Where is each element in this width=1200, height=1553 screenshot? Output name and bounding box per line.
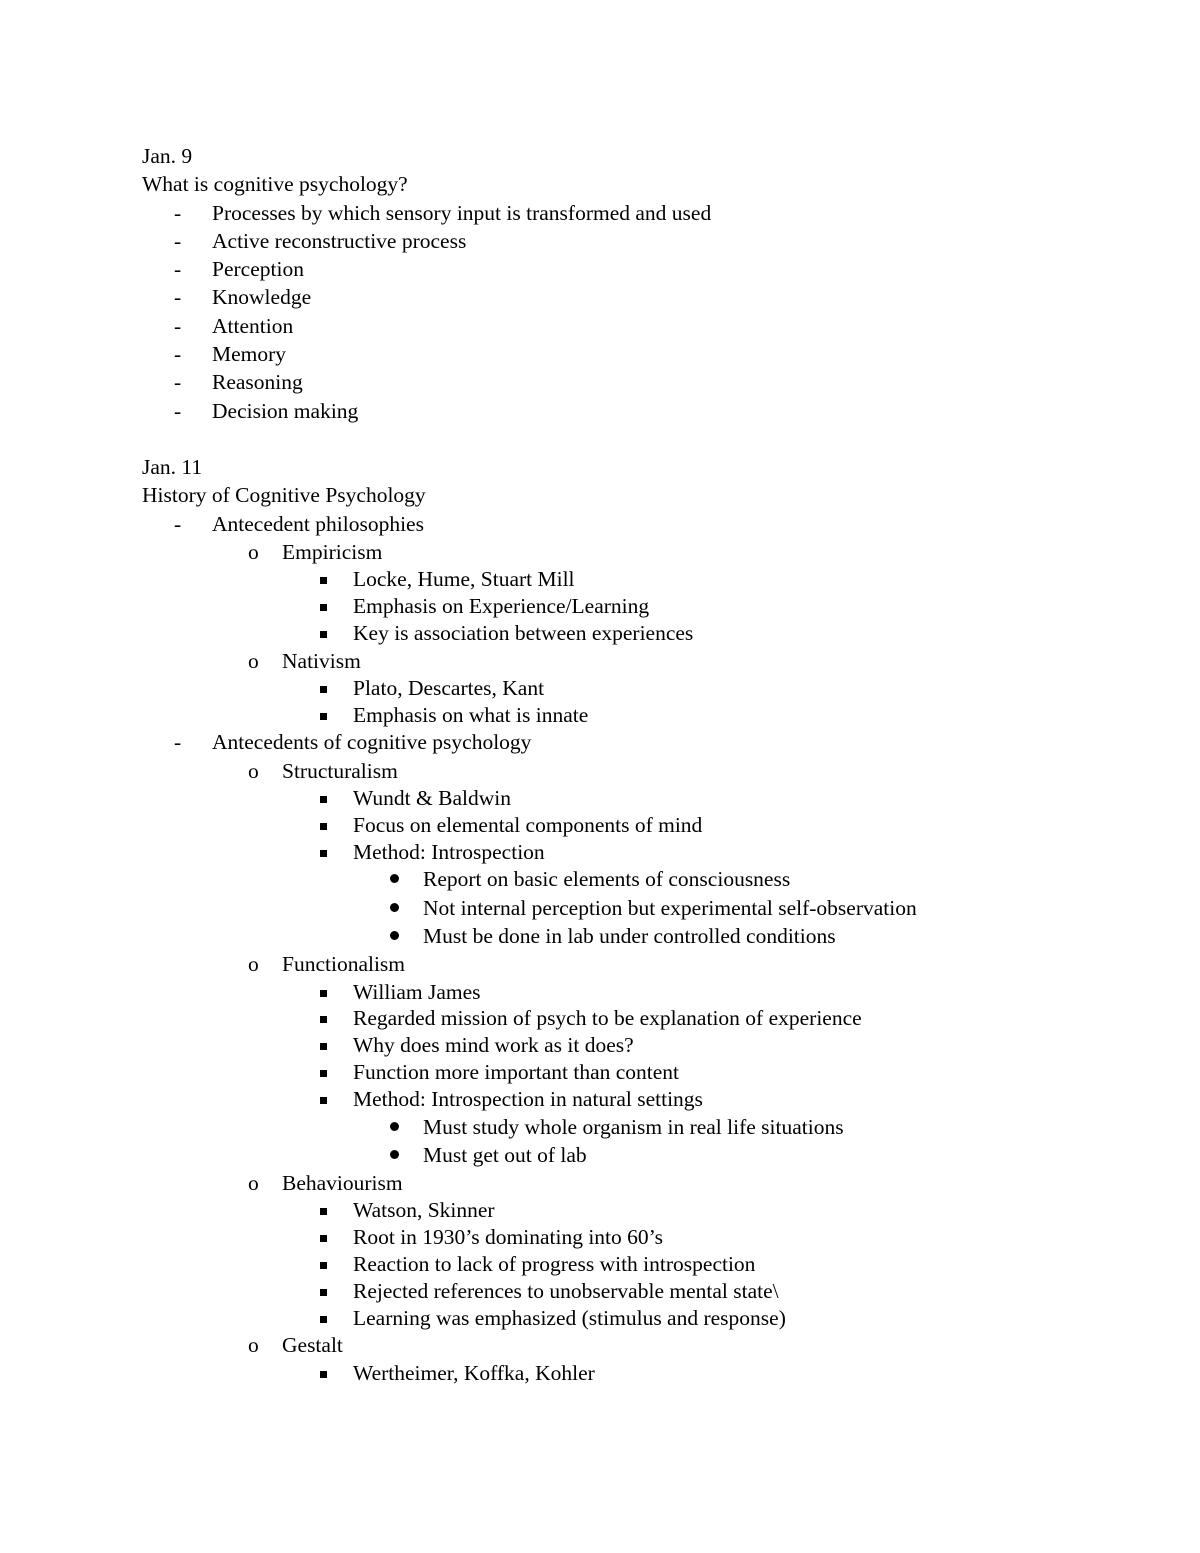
line-text: Locke, Hume, Stuart Mill	[353, 567, 575, 592]
outline-item	[142, 199, 1142, 227]
outline-item	[142, 1197, 1142, 1224]
dash-bullet-marker: -	[174, 228, 182, 253]
line-text: Structuralism	[282, 758, 398, 783]
outline-item	[142, 510, 1142, 538]
line-text: Active reconstructive process	[212, 228, 467, 253]
line-text: Nativism	[282, 648, 361, 673]
outline-item	[142, 812, 1142, 839]
line-text: History of Cognitive Psychology	[142, 483, 426, 508]
line-text: Emphasis on what is innate	[353, 702, 589, 727]
dash-bullet-marker: -	[174, 370, 182, 395]
circle-bullet-marker: o	[248, 648, 259, 673]
outline-item	[142, 1331, 1142, 1359]
dash-bullet-marker: -	[174, 200, 182, 225]
outline-item	[142, 1360, 1142, 1387]
dash-bullet-marker: -	[174, 398, 182, 423]
square-bullet-icon	[320, 1316, 327, 1323]
line-text: Jan. 11	[142, 454, 203, 479]
dash-bullet-marker: -	[174, 257, 182, 282]
square-bullet-icon	[320, 823, 327, 830]
square-bullet-icon	[320, 1043, 327, 1050]
square-bullet-icon	[320, 1289, 327, 1296]
line-text: Report on basic elements of consciousness	[423, 867, 791, 892]
outline-item	[142, 283, 1142, 311]
dash-bullet-marker: -	[174, 342, 182, 367]
line-text: Functionalism	[282, 952, 406, 977]
line-text: What is cognitive psychology?	[142, 172, 408, 197]
outline-item	[142, 1032, 1142, 1059]
circle-bullet-marker: o	[248, 1171, 259, 1196]
line-text: Behaviourism	[282, 1171, 403, 1196]
square-bullet-icon	[320, 1016, 327, 1023]
outline-item	[142, 1059, 1142, 1086]
outline-item	[142, 255, 1142, 283]
line-text: Focus on elemental components of mind	[353, 812, 703, 837]
outline-item	[142, 593, 1142, 620]
outline-item	[142, 1005, 1142, 1032]
square-bullet-icon	[320, 604, 327, 611]
outline-item	[142, 865, 1142, 893]
line-text: Antecedent philosophies	[212, 511, 424, 536]
round-bullet-icon	[390, 903, 399, 912]
line-text: Watson, Skinner	[353, 1198, 495, 1223]
line-text: Must be done in lab under controlled conditions	[423, 924, 836, 949]
square-bullet-icon	[320, 686, 327, 693]
line-text: Function more important than content	[353, 1060, 680, 1084]
square-bullet-icon	[320, 1235, 327, 1242]
outline-item	[142, 785, 1142, 812]
line-text: Empiricism	[282, 539, 383, 564]
line-text: Attention	[212, 313, 294, 338]
outline-item	[142, 922, 1142, 950]
line-text: Decision making	[212, 398, 359, 423]
heading-line	[142, 481, 1142, 509]
heading-line	[142, 170, 1142, 198]
outline-item	[142, 620, 1142, 647]
dash-bullet-marker: -	[174, 511, 182, 536]
round-bullet-icon	[390, 931, 399, 940]
circle-bullet-marker: o	[248, 1333, 259, 1358]
outline-item	[142, 979, 1142, 1006]
outline-item	[142, 894, 1142, 922]
line-text: Why does mind work as it does?	[353, 1033, 634, 1058]
line-text: Must get out of lab	[423, 1142, 587, 1167]
line-text: Wundt & Baldwin	[353, 786, 511, 811]
square-bullet-icon	[320, 1262, 327, 1269]
line-text: Plato, Descartes, Kant	[353, 675, 545, 700]
square-bullet-icon	[320, 1097, 327, 1104]
line-text: Jan. 9	[142, 144, 193, 168]
outline-item	[142, 728, 1142, 756]
outline-item	[142, 757, 1142, 785]
outline-item	[142, 839, 1142, 866]
round-bullet-icon	[390, 874, 399, 883]
line-text: Processes by which sensory input is transformed and used	[212, 200, 712, 225]
outline-item	[142, 227, 1142, 255]
outline-item	[142, 647, 1142, 675]
outline-item	[142, 1169, 1142, 1197]
line-text: William James	[353, 979, 481, 1004]
circle-bullet-marker: o	[248, 952, 259, 977]
heading-line	[142, 142, 1142, 170]
line-text: Not internal perception but experimental self-observation	[423, 895, 917, 920]
line-text: Regarded mission of psych to be explanation of experience	[353, 1006, 862, 1031]
line-text: Emphasis on Experience/Learning	[353, 593, 650, 618]
outline-item	[142, 1141, 1142, 1169]
square-bullet-icon	[320, 1070, 327, 1077]
outline-item	[142, 1086, 1142, 1113]
outline-item	[142, 312, 1142, 340]
line-text: Must study whole organism in real life situations	[423, 1114, 844, 1139]
square-bullet-icon	[320, 990, 327, 997]
outline-item	[142, 1251, 1142, 1278]
line-text: Perception	[212, 257, 304, 282]
outline-item	[142, 1113, 1142, 1141]
outline-item	[142, 368, 1142, 396]
line-text: Gestalt	[282, 1333, 343, 1358]
dash-bullet-marker: -	[174, 285, 182, 310]
dash-bullet-marker: -	[174, 730, 182, 755]
square-bullet-icon	[320, 713, 327, 720]
line-text: Rejected references to unobservable mental state\	[353, 1278, 779, 1303]
line-text: Memory	[212, 342, 287, 367]
circle-bullet-marker: o	[248, 758, 259, 783]
round-bullet-icon	[390, 1122, 399, 1131]
outline-item	[142, 1305, 1142, 1332]
notes-document	[142, 142, 1142, 1387]
outline-item	[142, 675, 1142, 702]
heading-line	[142, 453, 1142, 481]
round-bullet-icon	[390, 1150, 399, 1159]
line-text: Wertheimer, Koffka, Kohler	[353, 1360, 595, 1385]
square-bullet-icon	[320, 850, 327, 857]
line-text: Key is association between experiences	[353, 620, 694, 645]
outline-item	[142, 1278, 1142, 1305]
line-text: Method: Introspection in natural settings	[353, 1086, 703, 1111]
square-bullet-icon	[320, 1208, 327, 1215]
line-text: Method: Introspection	[353, 839, 545, 864]
line-text: Learning was emphasized (stimulus and response)	[353, 1305, 786, 1330]
outline-item	[142, 1224, 1142, 1251]
outline-item	[142, 702, 1142, 729]
line-text: Reasoning	[212, 370, 303, 395]
line-text: Knowledge	[212, 285, 312, 310]
outline-item	[142, 397, 1142, 425]
outline-item	[142, 538, 1142, 566]
outline-item	[142, 950, 1142, 978]
outline-item	[142, 340, 1142, 368]
square-bullet-icon	[320, 1371, 327, 1378]
blank-line	[142, 425, 1142, 453]
circle-bullet-marker: o	[248, 539, 259, 564]
line-text: Antecedents of cognitive psychology	[212, 730, 532, 755]
square-bullet-icon	[320, 631, 327, 638]
square-bullet-icon	[320, 577, 327, 584]
line-text: Root in 1930’s dominating into 60’s	[353, 1225, 663, 1250]
dash-bullet-marker: -	[174, 313, 182, 338]
square-bullet-icon	[320, 796, 327, 803]
outline-item	[142, 566, 1142, 593]
line-text: Reaction to lack of progress with introspection	[353, 1252, 756, 1277]
